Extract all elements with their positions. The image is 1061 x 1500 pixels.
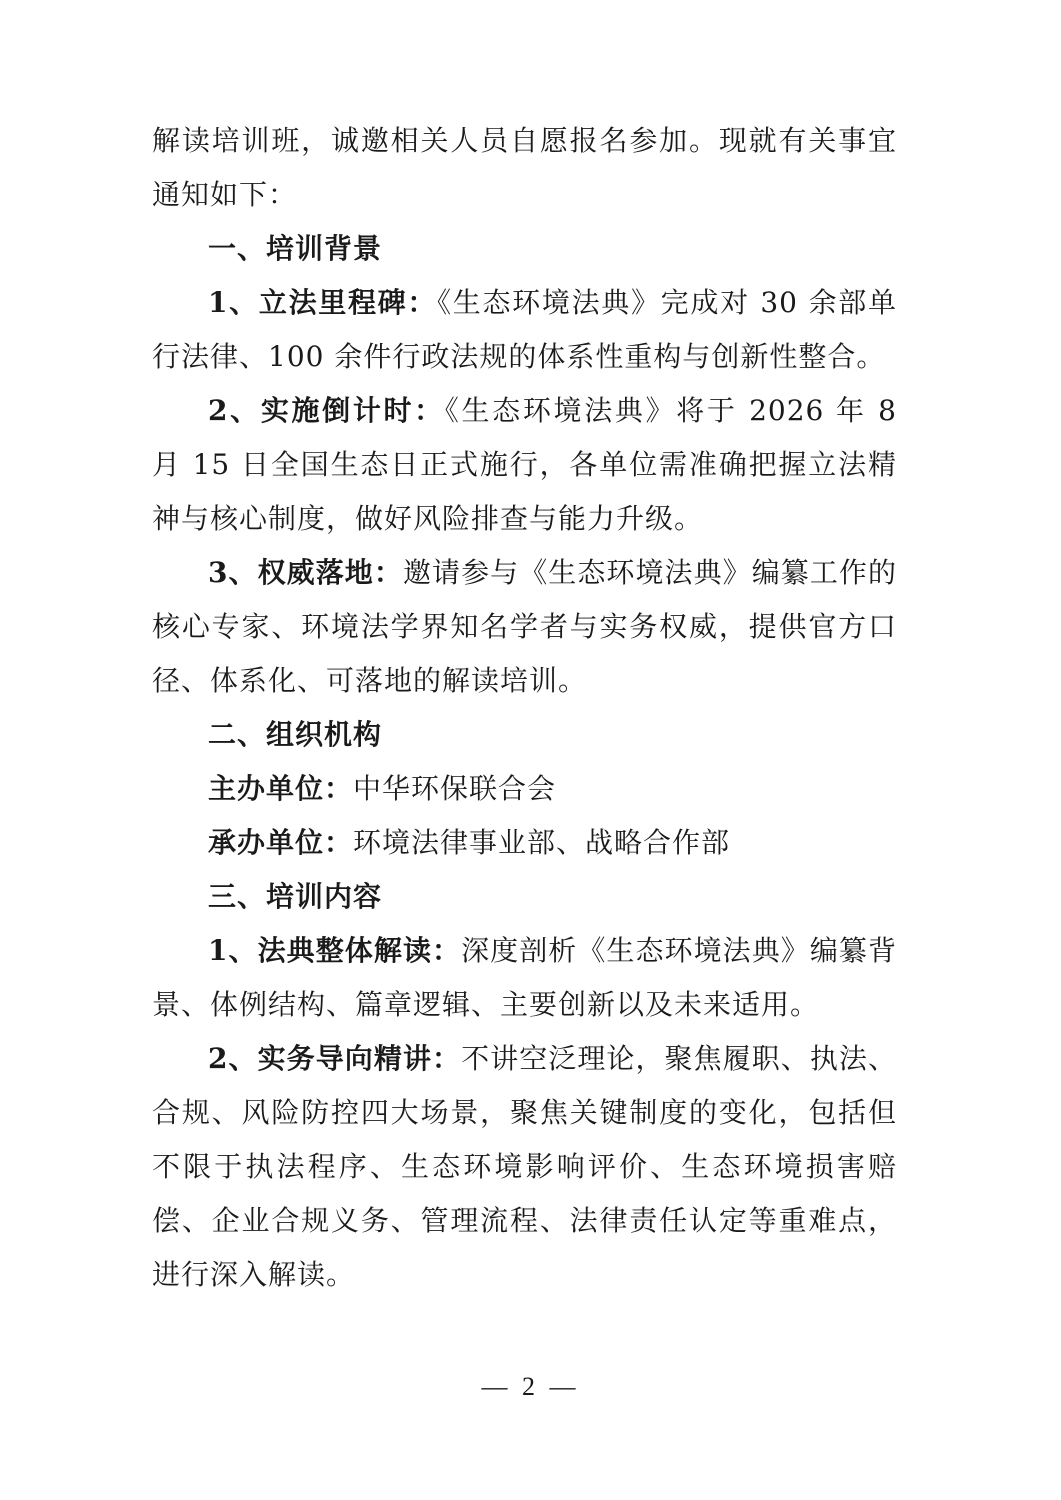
background-item-1: [152, 276, 897, 384]
background-item-2: [152, 384, 897, 546]
host-line: [152, 762, 897, 816]
section-heading-content: 三、培训内容: [208, 880, 383, 913]
section-heading-organization: 二、组织机构: [208, 718, 383, 751]
intro-paragraph: 解读培训班，诚邀相关人员自愿报名参加。现就有关事宜通知如下：: [152, 124, 897, 211]
item-text: 《生态环境法典》完成对 30 余部单行法律、100 余件行政法规的体系性重构与创新性整合。: [152, 286, 897, 373]
document-body: [152, 114, 897, 1302]
section-heading-background: 一、培训背景: [208, 232, 383, 265]
host-value: 中华环保联合会: [353, 772, 557, 805]
item-text: 深度剖析《生态环境法典》编纂背景、体例结构、篇章逻辑、主要创新以及未来适用。: [152, 934, 897, 1021]
content-item-1: [152, 924, 897, 1032]
organizer-value: 环境法律事业部、战略合作部: [353, 826, 731, 859]
item-label: 2、实施倒计时：: [208, 394, 445, 427]
organizer-label: 承办单位：: [208, 826, 354, 859]
background-item-3: [152, 546, 897, 708]
item-text: 《生态环境法典》将于 2026 年 8 月 15 日全国生态日正式施行，各单位需准确把握立法精神与核心制度，做好风险排查与能力升级。: [152, 394, 897, 535]
host-label: 主办单位：: [208, 772, 354, 805]
content-item-2: [152, 1032, 897, 1302]
page-number: — 2 —: [481, 1372, 580, 1401]
item-label: 3、权威落地：: [208, 556, 403, 589]
item-label: 2、实务导向精讲：: [208, 1042, 462, 1075]
item-text: 不讲空泛理论，聚焦履职、执法、合规、风险防控四大场景，聚焦关键制度的变化，包括但不限于执法程序、生态环境影响评价、生态环境损害赔偿、企业合规义务、管理流程、法律责任认定等重难点，进行深入解读。: [152, 1042, 897, 1291]
item-label: 1、法典整体解读：: [208, 934, 462, 967]
organizer-line: [152, 816, 897, 870]
item-text: 邀请参与《生态环境法典》编纂工作的核心专家、环境法学界知名学者与实务权威，提供官方口径、体系化、可落地的解读培训。: [152, 556, 897, 697]
item-label: 1、立法里程碑：: [208, 286, 438, 319]
